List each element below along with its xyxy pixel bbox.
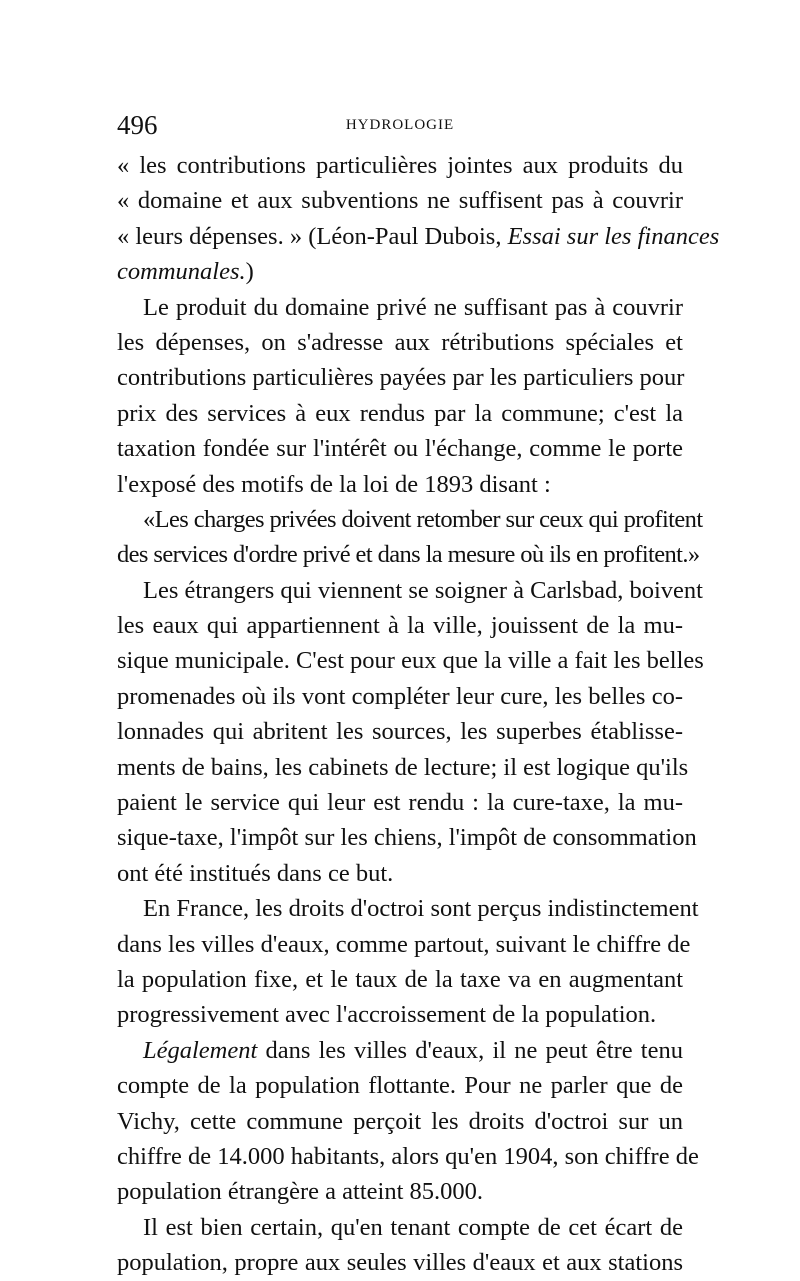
text-line: ont été institués dans ce but. [117, 859, 394, 887]
text-line: des services d'ordre privé et dans la mesure où ils en profitent.» [117, 541, 700, 569]
text-line: chiffre de 14.000 habitants, alors qu'en 1904, son chiffre de [117, 1142, 699, 1170]
text-line: les dépenses, on s'adresse aux rétributions spéciales et [117, 328, 683, 356]
text-line: l'exposé des motifs de la loi de 1893 disant : [117, 470, 551, 498]
paragraph-vichy [117, 1033, 699, 1210]
book-title: Essai sur les finances [507, 222, 720, 250]
text-line: prix des services à eux rendus par la commune; c'est la [117, 399, 683, 427]
text-segment: ) [245, 258, 254, 286]
text-line: sique-taxe, l'impôt sur les chiens, l'impôt de consommation [117, 824, 697, 852]
page-number: 496 [117, 110, 158, 140]
text-line: lonnades qui abritent les sources, les superbes établisse- [117, 718, 683, 746]
text-line: taxation fondée sur l'intérêt ou l'échange, comme le porte [117, 435, 683, 463]
paragraph-domaine-prive [117, 290, 683, 502]
emphasis-word: Légalement [143, 1036, 258, 1064]
paragraph-france-octroi [117, 891, 699, 1033]
text-line: «Les charges privées doivent retomber sur ceux qui profitent [143, 505, 703, 533]
paragraph-quote-continuation [117, 148, 720, 290]
running-head: HYDROLOGIE [345, 117, 455, 133]
text-line: Vichy, cette commune perçoit les droits d'octroi sur un [117, 1107, 683, 1135]
text-line: En France, les droits d'octroi sont perçus indistinctement [143, 895, 699, 923]
text-line [117, 1033, 683, 1068]
text-line: Il est bien certain, qu'en tenant compte de cet écart de [143, 1213, 683, 1241]
page-header [117, 108, 683, 142]
text-line: progressivement avec l'accroissement de la population. [117, 1001, 657, 1029]
text-line [117, 254, 683, 289]
text-segment: « leurs dépenses. » (Léon-Paul Dubois, [117, 222, 508, 250]
page-body [117, 148, 720, 1281]
text-line: sique municipale. C'est pour eux que la ville a fait les belles [117, 647, 704, 675]
text-line: promenades où ils vont compléter leur cure, les belles co- [117, 682, 683, 710]
text-line: paient le service qui leur est rendu : la cure-taxe, la mu- [117, 789, 683, 817]
text-line [117, 219, 720, 254]
text-line: population étrangère a atteint 85.000. [117, 1178, 484, 1206]
text-line: ments de bains, les cabinets de lecture; il est logique qu'ils [117, 753, 689, 781]
paragraph-carlsbad [117, 573, 704, 892]
text-line: dans les villes d'eaux, comme partout, suivant le chiffre de [117, 930, 691, 958]
text-line: Le produit du domaine privé ne suffisant pas à couvrir [143, 293, 683, 321]
text-line: « les contributions particulières jointes aux produits du [117, 152, 683, 179]
text-line: Les étrangers qui viennent se soigner à Carlsbad, boivent [143, 576, 703, 604]
text-line: « domaine et aux subventions ne suffisent pas à couvrir [117, 187, 683, 215]
paragraph-ecart-population [117, 1210, 683, 1281]
text-segment: dans les villes d'eaux, il ne peut être tenu [257, 1036, 683, 1064]
text-line: la population fixe, et le taux de la taxe va en augmentant [117, 965, 683, 993]
text-line: contributions particulières payées par les particuliers pour [117, 364, 685, 392]
text-line: population, propre aux seules villes d'eaux et aux stations [117, 1249, 683, 1277]
text-line: les eaux qui appartiennent à la ville, jouissent de la mu- [117, 612, 683, 640]
paragraph-charges-privees-quote [117, 502, 703, 573]
text-line: compte de la population flottante. Pour ne parler que de [117, 1072, 683, 1100]
book-title: communales. [117, 258, 246, 286]
